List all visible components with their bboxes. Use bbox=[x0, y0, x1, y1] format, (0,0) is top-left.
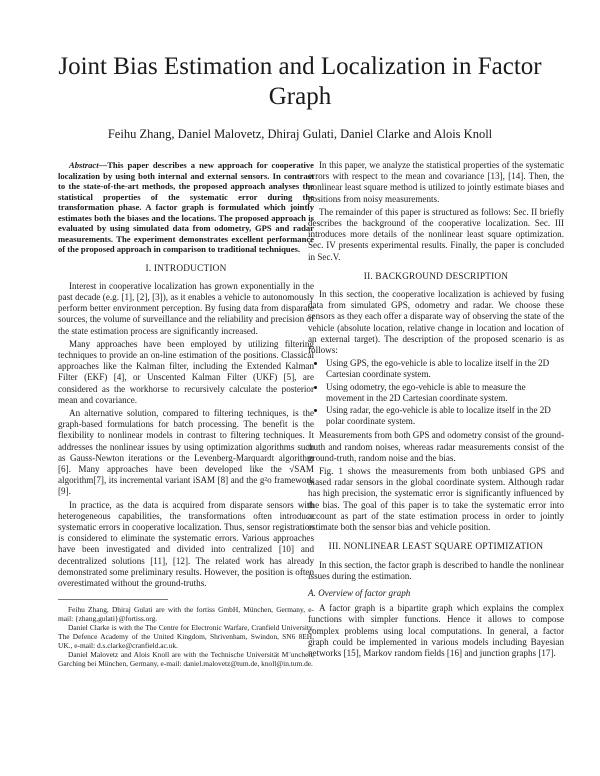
section-heading-nonlinear: III. NONLINEAR LEAST SQUARE OPTIMIZATION bbox=[328, 542, 544, 553]
abstract bbox=[58, 160, 314, 255]
list-item: • Using GPS, the ego-vehicle is able to localize itself in the 2D Cartesian coordinate system. bbox=[326, 358, 564, 380]
abstract-label: Abstract bbox=[69, 160, 99, 170]
paragraph: An alternative solution, compared to filtering techniques, is the graph-based formulations for batch processing. The benefit is the flexibility to nonlinear models in contrast to filtering techniques. It addresses the nonlinear issues by using optimization algorithms such as Gauss-Newton iterations or the Levenberg-Marquardt algorithm [6]. Many approaches have been developed like the √SAM algorithm[7], its incremental variant iSAM [8] and the g²o framework [9]. bbox=[58, 407, 314, 497]
footnote-rule bbox=[58, 599, 168, 600]
footnote: Daniel Clarke is with the The Centre for Electronic Warfare, Cranfield University, The Defence Academy of the United Kingdom, Shrivenham, Swindon, SN6 8EH, UK., e-mail: d.s.clarke@cranfield.ac.uk. bbox=[58, 623, 314, 651]
paragraph: In practice, as the data is acquired from disparate sensors with heterogeneous capabilities, the transformations often introduce systematic errors in cooperative localization. Thus, sensor registration is considered to eliminate the systematic errors. Various approaches have been investigated and divided into centralized [10] and decentralized solutions [11], [12]. The related work has already demonstrated some preliminary results. However, the position is often overestimated without the ground-truths. bbox=[58, 499, 314, 588]
left-column bbox=[58, 160, 314, 668]
sensor-list bbox=[308, 358, 564, 427]
footnote: Feihu Zhang, Dhiraj Gulati are with the fortiss GmbH, München, Germany, e-mail: {zhang,gulati}@fortiss.org. bbox=[58, 605, 314, 624]
paragraph: In this section, the cooperative localization is achieved by fusing data from simulated GPS, odometry and radar. We choose these sensors as they each offer a disparate way of observing the state of the vehicle (absolute location, relative change in location and location of an external target). The description of the proposed scenario is as follows: bbox=[308, 289, 564, 356]
paragraph: Interest in cooperative localization has grown exponentially in the past decade (e.g. [1], [2], [3]), as it enables a vehicle to autonomously perform better environment perception. By fusing data from disparate sources, the volume of surveillance and the reliability and precision of the state estimation process are significantly increased. bbox=[58, 280, 314, 336]
paragraph: In this paper, we analyze the statistical properties of the systematic errors with respect to the mean and covariance [13], [14]. Then, the nonlinear least square method is utilized to jointly estimate biases and positions from noisy measurements. bbox=[308, 160, 564, 204]
abstract-text: —This paper describes a new approach for cooperative localization by using both internal and external sensors. In contrast to the state-of-the-art methods, the proposed approach analyses the statistical properties of the systematic error during the transformation phase. A factor graph is formulated which jointly estimates both the biases and the locations. The proposed approach is evaluated by using simulated data from odometry, GPS and radar measurements. The experiment demonstrates excellent performance of the proposed approach in comparison to traditional techniques. bbox=[58, 160, 314, 254]
list-item: • Using odometry, the ego-vehicle is able to measure the movement in the 2D Cartesian coordinate system. bbox=[326, 382, 564, 404]
list-item: • Using radar, the ego-vehicle is able to localize itself in the 2D polar coordinate system. bbox=[326, 405, 564, 427]
subsection-heading: A. Overview of factor graph bbox=[308, 587, 411, 598]
paragraph: A factor graph is a bipartite graph which explains the complex functions with simpler functions. Hence it allows to compose complex problems using local computations. In general, a factor graph could be implemented in various models including Bayesian networks [15], Markov random fields [16] and junction graphs [17]. bbox=[308, 603, 564, 658]
author-list: Feihu Zhang, Daniel Malovetz, Dhiraj Gulati, Daniel Clarke and Alois Knoll bbox=[107, 127, 493, 141]
paragraph: Fig. 1 shows the measurements from both unbiased GPS and biased radar sensors in the global coordinate system. Although radar has high precision, the systematic error is significantly influenced by the bias. The goal of this paper is to take the systematic error into account as part of the state estimation process in order to jointly estimate both the sensor bias and vehicle position. bbox=[308, 466, 564, 533]
paragraph: Measurements from both GPS and odometry consist of the ground-truth and random noises, whereas radar measurements consist of the ground-truth, random noise and the bias. bbox=[308, 430, 564, 463]
section-heading-introduction: I. INTRODUCTION bbox=[145, 263, 227, 274]
section-heading-background: II. BACKGROUND DESCRIPTION bbox=[363, 271, 509, 282]
paper-title: Joint Bias Estimation and Localization in Factor Graph bbox=[58, 53, 542, 110]
paragraph: Many approaches have been employed by utilizing filtering techniques to provide an on-line estimation of the positions. Classical approaches like the Kalman filter, including the Extended Kalman Filter (EKF) [4], or Unscented Kalman Filter (UKF) [5], are considered as the workhorse to recursively calculate the posterior mean and covariance. bbox=[58, 338, 314, 405]
right-column bbox=[308, 160, 564, 661]
footnote: Daniel Malovetz and Alois Knoll are with the Technische Universität M¨unchen, Garching bei München, Germany, e-mail: daniel.malovetz@tum.de, knoll@in.tum.de. bbox=[58, 650, 314, 669]
footnotes bbox=[58, 605, 314, 668]
paragraph: The remainder of this paper is structured as follows: Sec. II briefly describes the background of the cooperative localization. Sec. III introduces more details of the nonlinear least square optimization. Sec. IV presents experimental results. Finally, the paper is concluded in Sec.V. bbox=[308, 206, 564, 262]
paragraph: In this section, the factor graph is described to handle the nonlinear issues during the estimation. bbox=[308, 559, 564, 581]
